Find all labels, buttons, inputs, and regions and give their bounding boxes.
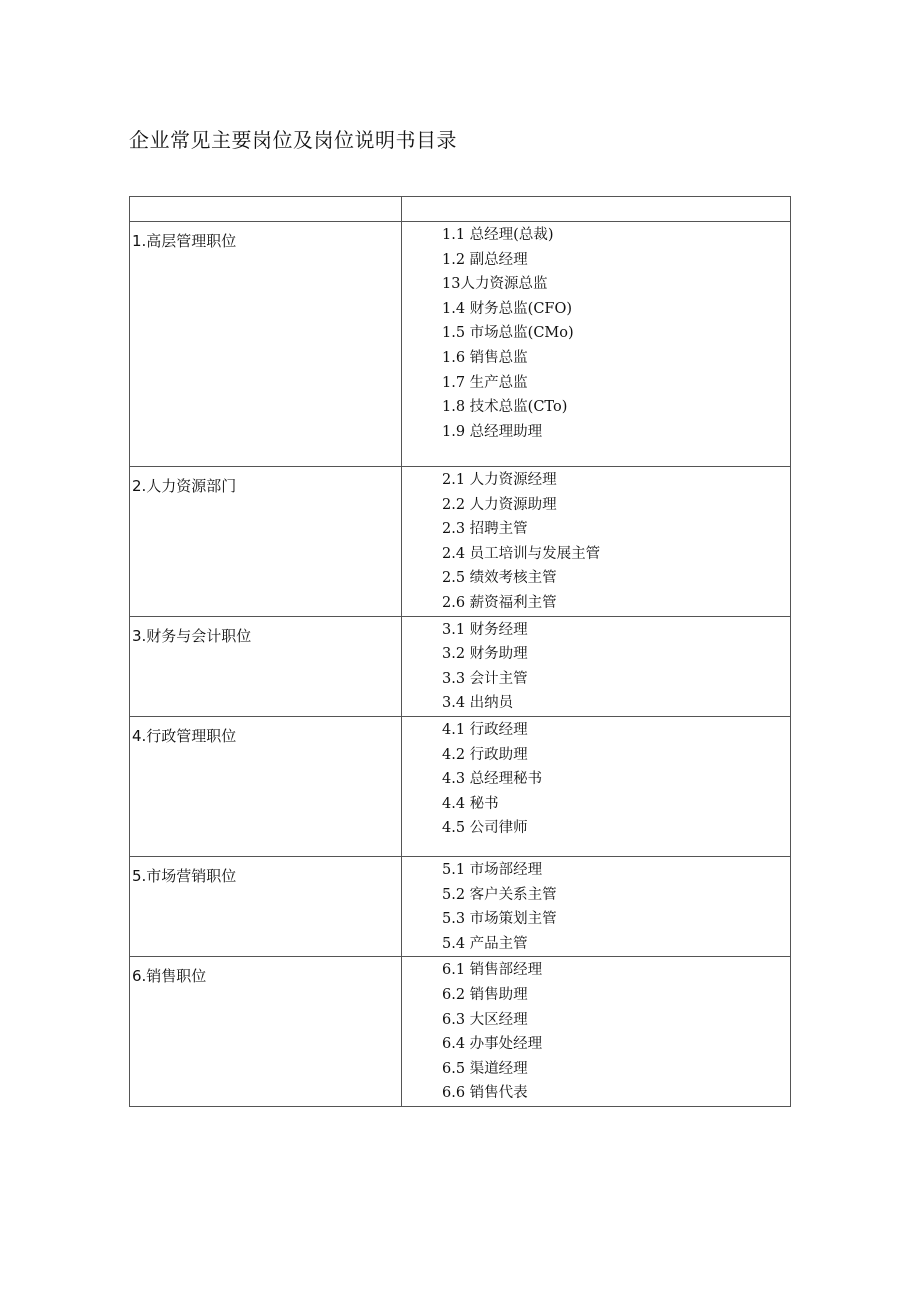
table-row (130, 467, 791, 617)
list-item: 5.2 客户关系主管 (442, 886, 557, 903)
section-label: 2.人力资源部门 (132, 477, 237, 495)
section-label: 1.高层管理职位 (132, 232, 237, 250)
section-cell (130, 856, 402, 956)
section-cell (130, 467, 402, 617)
table-row (130, 616, 791, 716)
list-item: 13人力资源总监 (442, 276, 548, 293)
section-label: 6.销售职位 (132, 967, 207, 986)
list-item: 6.4 办事处经理 (442, 1036, 543, 1053)
table-row (130, 957, 791, 1107)
list-item: 3.4 出纳员 (442, 695, 514, 712)
list-item: 2.5 绩效考核主管 (442, 570, 557, 587)
list-item: 5.4 产品主管 (442, 935, 528, 952)
table-row (130, 716, 791, 856)
items-cell (402, 467, 791, 617)
page-title: 企业常见主要岗位及岗位说明书目录 (129, 128, 457, 152)
items-cell (402, 716, 791, 856)
table-row (130, 222, 791, 467)
list-item: 6.5 渠道经理 (442, 1060, 528, 1077)
list-item: 4.3 总经理秘书 (442, 771, 543, 788)
table-header-row (130, 197, 791, 222)
list-item: 1.4 财务总监(CFO) (442, 300, 573, 317)
list-item: 1.8 技术总监(CTo) (442, 399, 568, 416)
list-item: 6.2 销售助理 (442, 986, 528, 1003)
position-list (402, 957, 790, 1106)
section-cell (130, 716, 402, 856)
header-cell-right (402, 197, 791, 222)
list-item: 4.1 行政经理 (442, 721, 528, 738)
position-list (402, 617, 790, 716)
list-item: 1.5 市场总监(CMo) (442, 325, 574, 342)
list-item: 2.3 招聘主管 (442, 521, 528, 538)
table-row (130, 856, 791, 956)
list-item: 2.1 人力资源经理 (442, 472, 557, 488)
list-item: 4.4 秘书 (442, 795, 499, 812)
list-item: 5.1 市场部经理 (442, 861, 543, 878)
header-cell-left (130, 197, 402, 222)
list-item: 1.2 副总经理 (442, 251, 528, 268)
list-item: 5.3 市场策划主管 (442, 911, 557, 928)
items-cell (402, 856, 791, 956)
items-cell (402, 616, 791, 716)
section-cell (130, 222, 402, 467)
position-catalog-table (129, 196, 791, 1107)
list-item: 3.1 财务经理 (442, 621, 528, 638)
position-list (402, 222, 790, 444)
list-item: 1.6 销售总监 (442, 349, 528, 366)
section-label: 3.财务与会计职位 (132, 626, 252, 645)
section-label: 5.市场营销职位 (132, 866, 237, 885)
section-label: 4.行政管理职位 (132, 726, 237, 745)
list-item: 4.5 公司律师 (442, 820, 528, 837)
position-list (402, 467, 790, 616)
list-item: 6.1 销售部经理 (442, 962, 543, 979)
list-item: 6.3 大区经理 (442, 1011, 528, 1028)
position-list (402, 857, 790, 956)
list-item: 2.4 员工培训与发展主管 (442, 545, 601, 562)
items-cell (402, 957, 791, 1107)
list-item: 3.2 财务助理 (442, 646, 528, 663)
list-item: 2.6 薪资福利主管 (442, 594, 557, 611)
list-item: 4.2 行政助理 (442, 746, 528, 763)
items-cell (402, 222, 791, 467)
list-item: 3.3 会计主管 (442, 670, 528, 687)
list-item: 6.6 销售代表 (442, 1085, 528, 1102)
list-item: 1.1 总经理(总裁) (442, 227, 554, 243)
list-item: 1.9 总经理助理 (442, 423, 543, 440)
list-item: 1.7 生产总监 (442, 374, 528, 391)
section-cell (130, 957, 402, 1107)
position-list (402, 717, 790, 841)
list-item: 2.2 人力资源助理 (442, 496, 557, 513)
section-cell (130, 616, 402, 716)
